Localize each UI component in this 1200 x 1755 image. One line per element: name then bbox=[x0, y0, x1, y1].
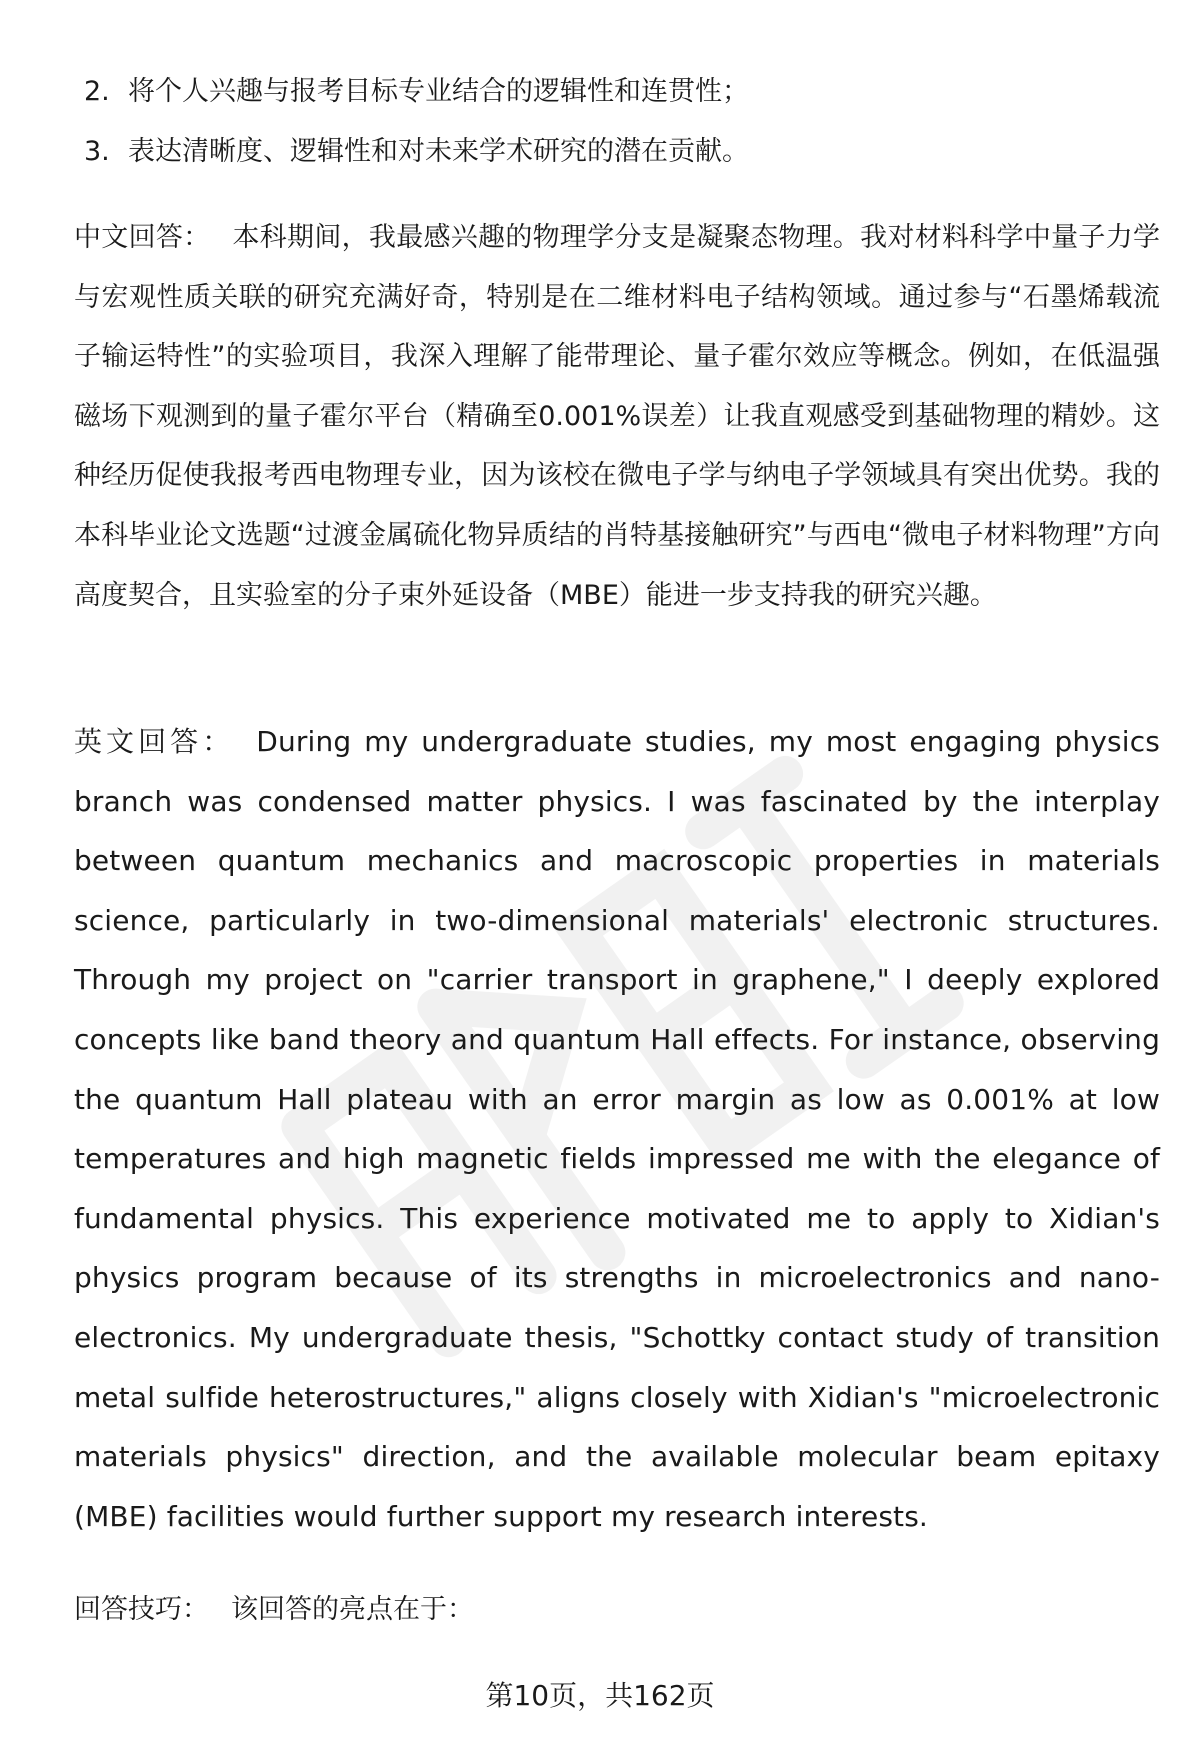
list-item-number: 2. bbox=[84, 76, 110, 107]
english-answer-text: During my undergraduate studies, my most engaging physics branch was condensed matter physics. I was fascinated by the interplay between quantum mechanics and macroscopic properties in materials science, particularly in two-dimensional materials' electronic structures. Through my project on "carrier transport in graphene," I deeply explored concepts like band theory and quantum Hall effects. For instance, observing the quantum Hall plateau with an error margin as low as 0.001% at low temperatures and high magnetic fields impressed me with the elegance of fundamental physics. This experience motivated me to apply to Xidian's physics program because of its strengths in microelectronics and nano-electronics. My undergraduate thesis, "Schottky contact study of transition metal sulfide heterostructures," aligns closely with Xidian's "microelectronic materials physics" direction, and the available molecular beam epitaxy (MBE) facilities would further support my research interests. bbox=[74, 725, 1160, 1533]
answer-tips-text: 该回答的亮点在于： bbox=[231, 1594, 474, 1625]
chinese-answer-label: 中文回答： bbox=[74, 222, 211, 253]
english-answer-label: 英文回答： bbox=[74, 725, 235, 758]
page-number-footer: 第10页，共162页 bbox=[485, 1679, 715, 1712]
list-item bbox=[84, 62, 1144, 122]
evaluation-criteria-list bbox=[84, 62, 1144, 182]
english-answer-paragraph bbox=[74, 712, 1160, 1546]
answer-tips-label: 回答技巧： bbox=[74, 1594, 209, 1625]
list-item bbox=[84, 122, 1144, 182]
chinese-answer-text: 本科期间，我最感兴趣的物理学分支是凝聚态物理。我对材料科学中量子力学与宏观性质关联的研究充满好奇，特别是在二维材料电子结构领域。通过参与“石墨烯载流子输运特性”的实验项目，我深入理解了能带理论、量子霍尔效应等概念。例如，在低温强磁场下观测到的量子霍尔平台（精确至0.001%误差）让我直观感受到基础物理的精妙。这种经历促使我报考西电物理专业，因为该校在微电子学与纳电子学领域具有突出优势。我的本科毕业论文选题“过渡金属硫化物异质结的肖特基接触研究”与西电“微电子材料物理”方向高度契合，且实验室的分子束外延设备（MBE）能进一步支持我的研究兴趣。 bbox=[74, 222, 1161, 611]
list-item-text: 表达清晰度、逻辑性和对未来学术研究的潜在贡献。 bbox=[128, 136, 749, 167]
chinese-answer-paragraph bbox=[74, 208, 1160, 625]
answer-tips-paragraph bbox=[74, 1580, 1160, 1640]
list-item-number: 3. bbox=[84, 136, 110, 167]
list-item-text: 将个人兴趣与报考目标专业结合的逻辑性和连贯性； bbox=[128, 76, 749, 107]
